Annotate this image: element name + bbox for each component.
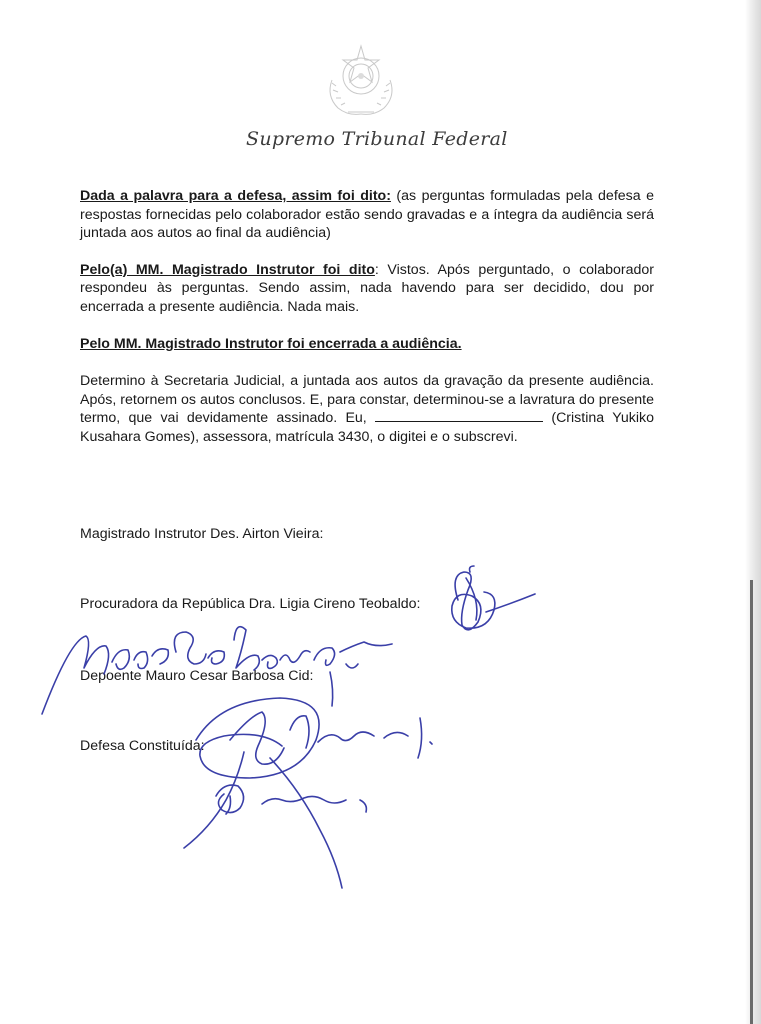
scrollbar-thumb[interactable] (750, 580, 753, 1024)
magistrate-text: : Vistos. Após perguntado, o colaborador respondeu às perguntas. Sendo assim, nada havendo para ser decidido, dou por encerrada a presente audiência. Nada mais. (80, 261, 654, 315)
defense-signature (184, 698, 432, 888)
prosecutor-signature-label: Procuradora da República Dra. Ligia Cireno Teobaldo: (80, 596, 421, 612)
defense-heading: Dada a palavra para a defesa, assim foi dito: (80, 188, 391, 204)
closing-paragraph (80, 335, 654, 354)
magistrate-paragraph (80, 261, 654, 317)
document-body (80, 187, 654, 465)
brazilian-coat-of-arms-icon (318, 36, 404, 122)
closing-heading: Pelo MM. Magistrado Instrutor foi encerrada a audiência. (80, 335, 462, 352)
determination-text-a: Determino à Secretaria Judicial, a juntada aos autos da gravação da presente audiência. Após, retornem os autos conclusos. E, para constar, determinou-se a lavratura do presente termo, que vai devidamente assinado. Eu, (80, 373, 654, 427)
deponent-signature-label: Depoente Mauro Cesar Barbosa Cid: (80, 668, 314, 684)
defense-paragraph (80, 187, 654, 243)
defense-signature-label: Defesa Constituída: (80, 738, 205, 754)
prosecutor-signature (452, 566, 535, 630)
defense-text: (as perguntas formuladas pela defesa e respostas fornecidas pelo colaborador estão sendo gravadas e a íntegra da audiência será juntada aos autos ao final da audiência) (80, 188, 654, 242)
magistrate-heading: Pelo(a) MM. Magistrado Instrutor foi dito (80, 261, 375, 278)
judge-signature-label: Magistrado Instrutor Des. Airton Vieira: (80, 526, 324, 542)
page-edge-shadow (745, 0, 761, 1024)
determination-paragraph (80, 372, 654, 446)
clerk-signature-line (375, 409, 543, 422)
determination-text-b: (Cristina Yukiko Kusahara Gomes), assessora, matrícula 3430, o digitei e o subscrevi. (80, 410, 654, 445)
court-name: Supremo Tribunal Federal (246, 128, 508, 150)
